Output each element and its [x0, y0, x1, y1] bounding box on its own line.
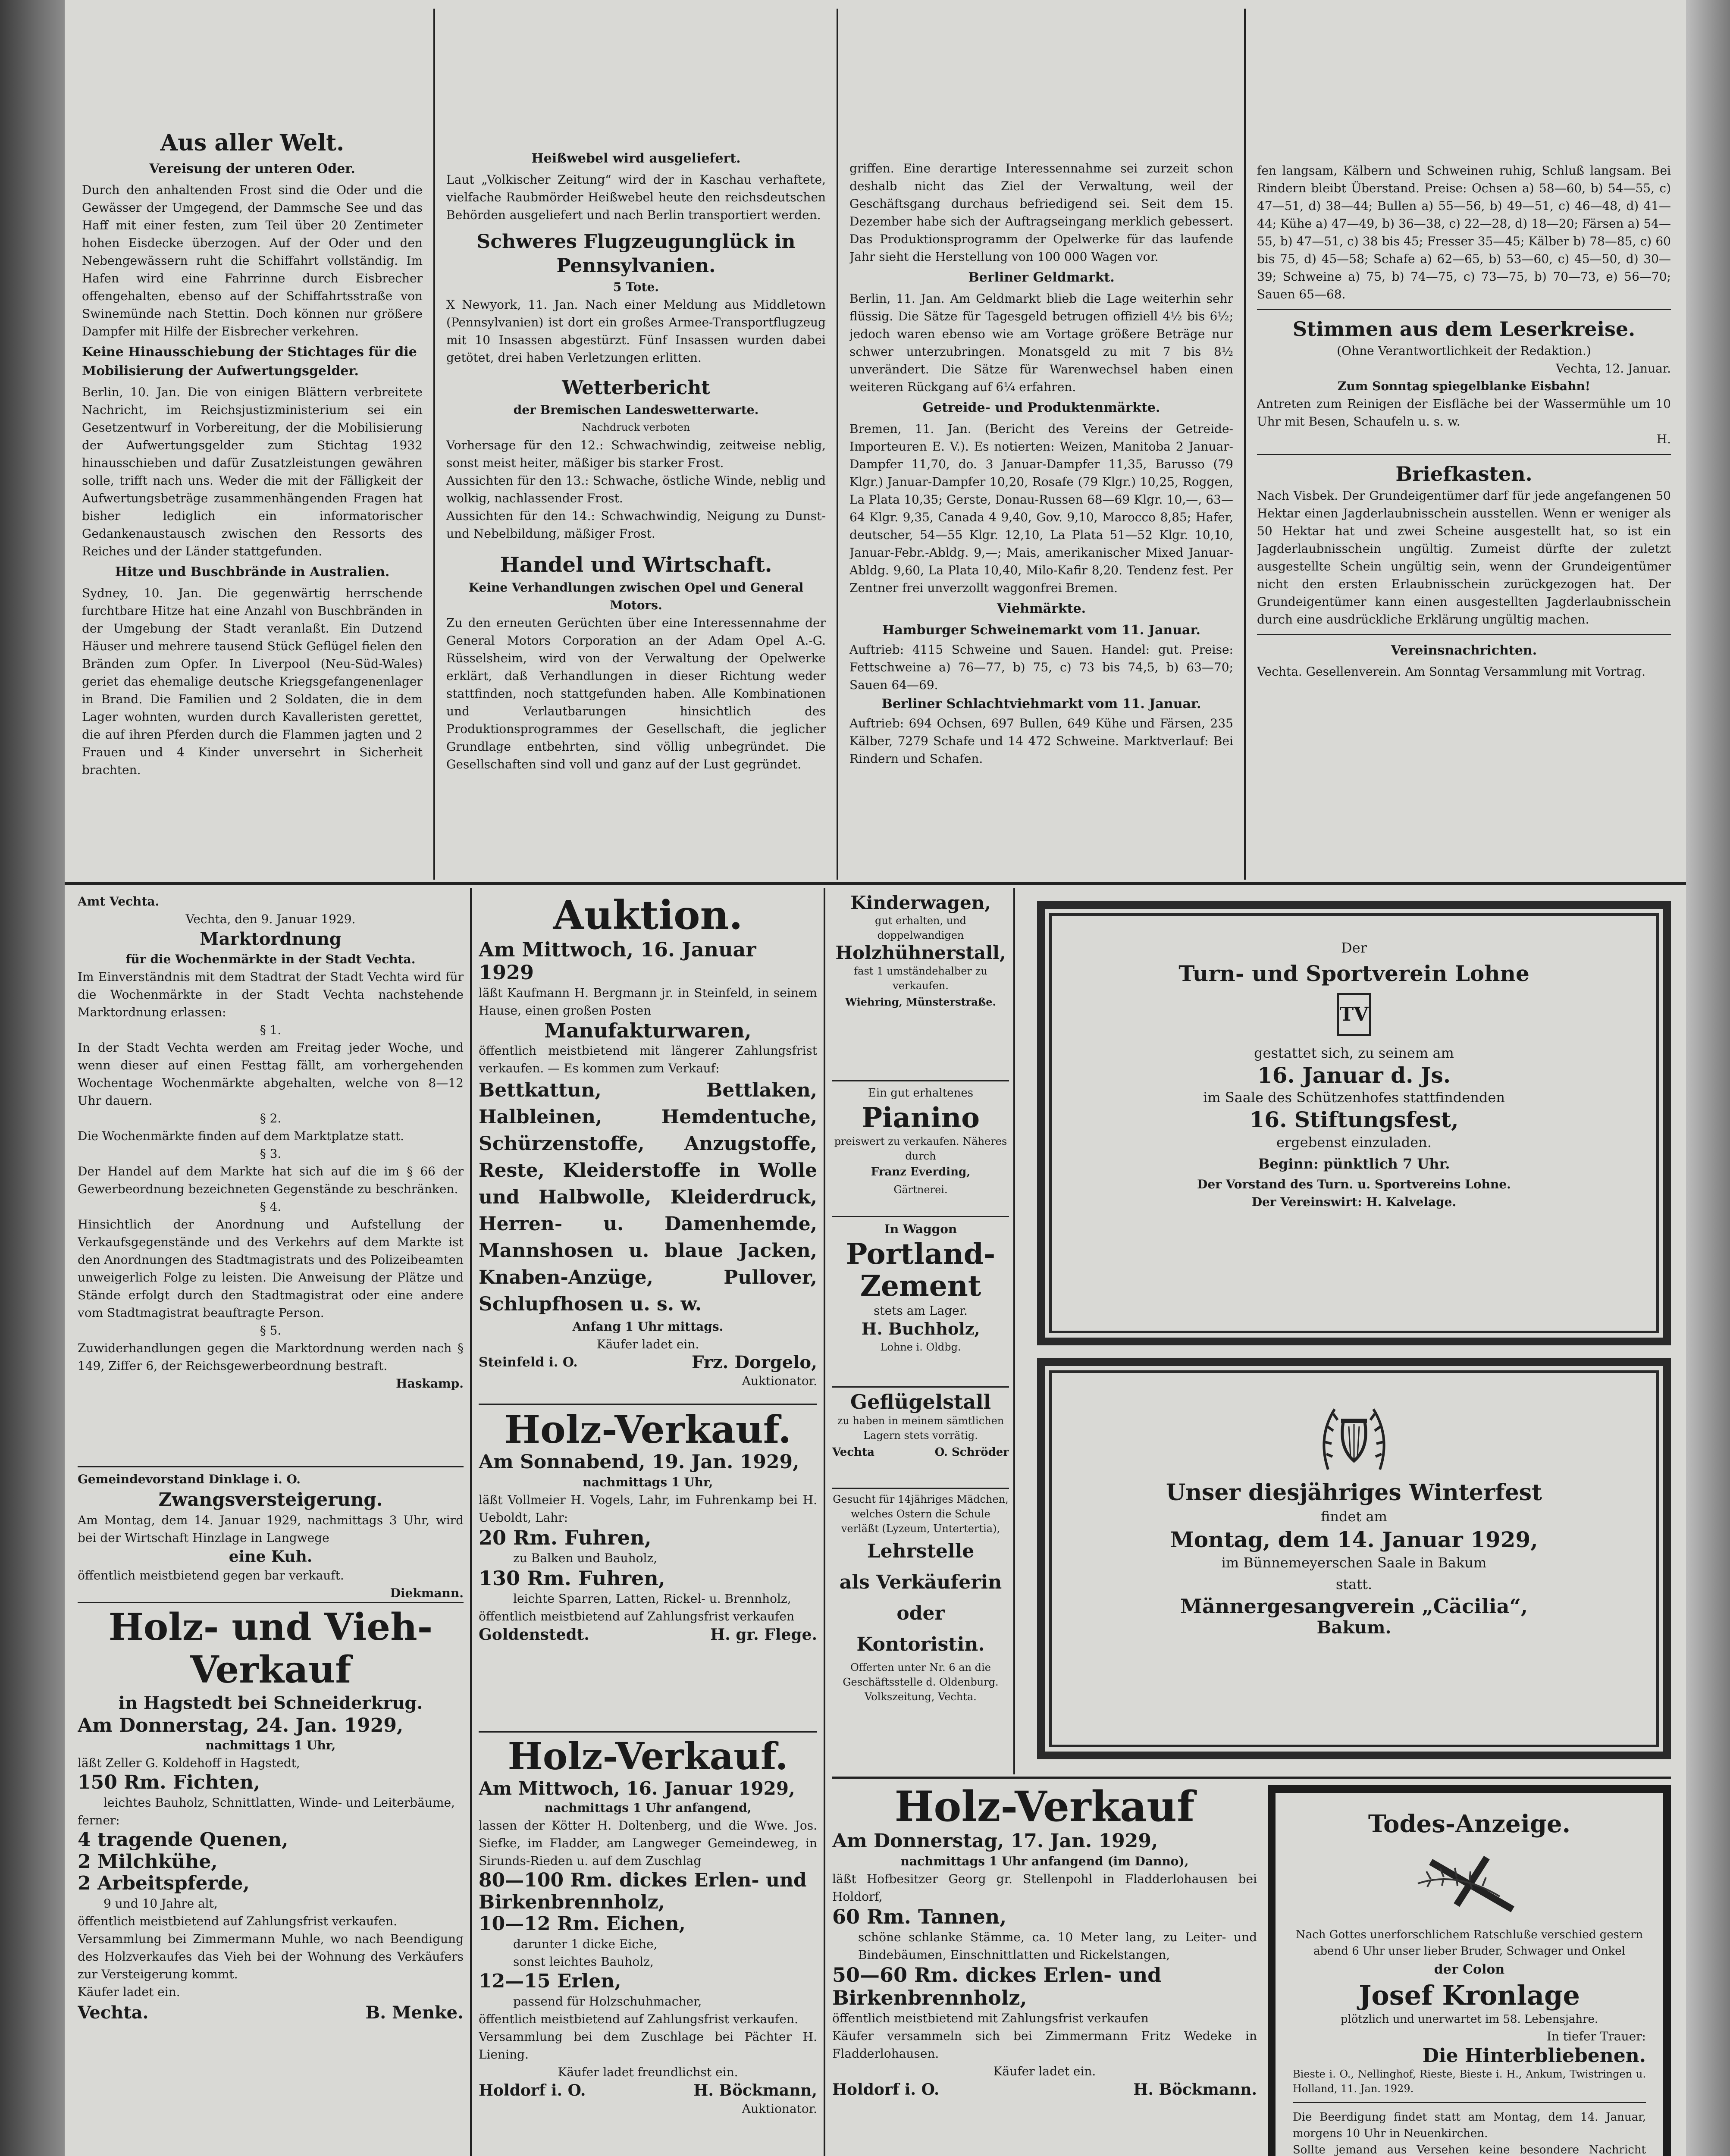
article-subtitle: Keine Verhandlungen zwischen Opel und General Motors. [468, 580, 804, 612]
ad-role: Gärtnerei. [893, 1183, 948, 1196]
article-title: Viehmärkte. [997, 601, 1086, 616]
ad-signature: Frz. Dorgelo, [692, 1352, 817, 1373]
ad-text: darunter 1 dicke Eiche, [513, 1937, 658, 1951]
ad-signature: B. Menke. [365, 2002, 464, 2023]
news-column-1 [82, 129, 423, 877]
deceased-name: Josef Kronlage [1359, 1980, 1580, 2012]
article-text: Durch den anhaltenden Frost sind die Oder und die Gewässer der Umgegend, der Dammsche See und das Haff mit einer festen, zum Teil über 20 Zentimeter hohen Eisdecke überzogen. Auf der Oder und den Nebengewässern ruht die Schiffahrt vollständig. Im Hafen wird eine Fahrrinne durch Eisbrecher offengehalten, ebenso auf der Schiffahrtsstraße von Swinemünde nach Stettin. Doch können nur größere Dampfer mit Hilfe der Eisbrecher verkehren. [82, 183, 423, 338]
ad-text: findet am [1321, 1508, 1387, 1525]
ad-signature: Diekmann. [390, 1586, 464, 1600]
ad-text: Käufer ladet ein. [596, 1337, 699, 1352]
ad-time: nachmittags 1 Uhr anfangend (im Danno), [900, 1854, 1189, 1868]
ad-holz-vieh-verkauf [78, 1606, 464, 2156]
ad-signature: Männergesangverein „Cäcilia“, [1180, 1595, 1528, 1618]
paragraph-number: § 5. [260, 1323, 282, 1338]
ad-winterfest [1037, 1358, 1671, 1759]
ad-item: 2 Arbeitspferde, [78, 1872, 250, 1895]
ad-text: sonst leichtes Bauholz, [513, 1954, 654, 1969]
ad-date: Montag, dem 14. Januar 1929, [1170, 1526, 1538, 1552]
ad-signature: Wiehring, Münsterstraße. [845, 995, 996, 1008]
ad-signature: Die Hinterbliebenen. [1422, 2044, 1646, 2067]
ad-text: Der Handel auf dem Markte hat sich auf die im § 66 der Gewerbeordnung bezeichneten Gegenstände zu beschränken. [78, 1164, 464, 1196]
article-title: Berliner Schlachtviehmarkt vom 11. Januar. [881, 696, 1201, 711]
ad-place: Holdorf i. O. [832, 2080, 940, 2099]
weather-text: Vorhersage für den 12.: Schwachwindig, zeitweise neblig, sonst meist heiter, mäßiger bis starker Frost. [446, 438, 826, 470]
dateline: Vechta, 12. Januar. [1556, 361, 1671, 376]
ad-divider [832, 1080, 1009, 1081]
ad-text: öffentlich meistbietend auf Zahlungsfrist verkaufen. [479, 2012, 799, 2026]
ad-header: Gemeindevorstand Dinklage i. O. [78, 1472, 301, 1486]
ad-text: öffentlich meistbietend mit Zahlungsfrist verkaufen [832, 2011, 1149, 2025]
section-heading: Handel und Wirtschaft. [500, 553, 772, 577]
cross-with-palm-icon [1405, 1845, 1534, 1918]
ad-text: Offerten unter Nr. 6 an die Geschäftsstelle d. Oldenburg. Volkszeitung, Vechta. [843, 1661, 999, 1703]
ad-place: Bakum. [1316, 1617, 1392, 1638]
ad-portland-zement [832, 1220, 1009, 1384]
article-title: Heißwebel wird ausgeliefert. [531, 151, 741, 166]
ad-title: Portland-Zement [846, 1237, 996, 1303]
ad-text: Nach Gottes unerforschlichem Ratschluße verschied gestern abend 6 Uhr unser lieber Bruder, Schwager und Onkel [1295, 1928, 1643, 1958]
weather-text: Aussichten für den 14.: Schwachwindig, Neigung zu Dunst- und Nebelbildung, mäßiger Frost. [446, 509, 826, 541]
ad-item: 4 tragende Quenen, [78, 1828, 288, 1851]
article-title: Keine Hinausschiebung der Stichtages für die Mobilisierung der Aufwertungsgelder. [82, 345, 417, 379]
section-heading: Vereinsnachrichten. [1391, 643, 1537, 658]
ad-item: 50—60 Rm. dickes Erlen- und Birkenbrennholz, [832, 1963, 1162, 2009]
divider [1257, 309, 1671, 310]
ad-text: leichtes Bauholz, Schnittlatten, Winde- und Leiterbäume, [103, 1795, 455, 1810]
column-rule [1013, 888, 1015, 1774]
ad-text: leichte Sparren, Latten, Rickel- u. Brennholz, [513, 1591, 791, 1606]
ad-text: gut erhalten, und doppelwandigen [874, 915, 967, 942]
column-rule [470, 888, 472, 2156]
ad-item: Manufakturwaren, [544, 1018, 752, 1042]
ad-text: öffentlich meistbietend gegen bar verkauft. [78, 1568, 344, 1583]
ad-time: Beginn: pünktlich 7 Uhr. [1258, 1155, 1450, 1172]
ad-text: im Saale des Schützenhofes stattfindenden [1203, 1089, 1505, 1106]
article-title: Berliner Geldmarkt. [968, 270, 1115, 285]
ad-text: öffentlich meistbietend auf Zahlungsfrist verkaufen. [78, 1914, 398, 1928]
ad-todesanzeige [1268, 1785, 1671, 2156]
ad-signature: H. Buchholz, [861, 1319, 980, 1338]
ad-text: im Bünnemeyerschen Saale in Bakum [1221, 1554, 1487, 1571]
ad-title: Holz-Verkauf [894, 1783, 1195, 1831]
letter-text: Antreten zum Reinigen der Eisfläche bei der Wassermühle um 10 Uhr mit Besen, Schaufeln u. s. w. [1257, 397, 1671, 429]
ad-signature: H. Böckmann. [1133, 2080, 1257, 2099]
ad-date: Am Mittwoch, 16. Januar 1929 [479, 937, 756, 984]
ad-text: Zuwiderhandlungen gegen die Marktordnung werden nach § 149, Ziffer 6, der Reichsgewerbeordnung bestraft. [78, 1341, 464, 1373]
ad-date: 16. Januar d. Js. [1257, 1062, 1451, 1088]
ad-zwangsversteigerung [78, 1470, 464, 1600]
article-title: Schweres Flugzeugunglück in Pennsylvanien. [476, 231, 796, 277]
ad-turnverein [1037, 901, 1671, 1345]
ad-date: Am Mittwoch, 16. Januar 1929, [479, 1777, 795, 1799]
ad-text: stets am Lager. [874, 1304, 968, 1318]
ad-title: Pianino [862, 1102, 980, 1134]
ad-time: Anfang 1 Uhr mittags. [572, 1319, 724, 1334]
ad-text: Käufer versammeln sich bei Zimmermann Fritz Wedeke in Fladderlohausen. [832, 2028, 1257, 2061]
article-text: Laut „Volkischer Zeitung“ wird der in Kaschau verhaftete, vielfache Raubmörder Heißwebel heute den reichsdeutschen Behörden ausgeliefert und nach Berlin transportiert werden. [446, 172, 826, 222]
article-title: Hamburger Schweinemarkt vom 11. Januar. [882, 623, 1200, 638]
ad-item-list: Bettkattun, Bettlaken, Halbleinen, Hemdentuche, Schürzenstoffe, Anzugstoffe, Reste, Kleiderstoffe in Wolle und Halbwolle, Kleiderdruck, Herren- u. Damenhemde, Mannshosen u. blaue Jacken, Knaben-Anzüge, Pullover, Schlupfhosen u. s. w. [479, 1079, 817, 1316]
ad-place: Vechta [832, 1445, 874, 1459]
paragraph-number: § 2. [260, 1111, 282, 1125]
ad-text: ferner: [78, 1813, 120, 1827]
ad-text: statt. [1335, 1576, 1373, 1593]
column-rule [824, 888, 825, 2156]
club-logo-icon: TV [1337, 993, 1371, 1036]
ad-signature: Franz Everding, [871, 1165, 971, 1178]
ad-item: 2 Milchkühe, [78, 1850, 218, 1873]
section-heading: Aus aller Welt. [160, 130, 345, 156]
ad-place: Vechta. [78, 2002, 149, 2023]
ad-item: 130 Rm. Fuhren, [479, 1566, 665, 1590]
ad-signature: Der Vereinswirt: H. Kalvelage. [1251, 1194, 1457, 1209]
ad-text: ergebenst einzuladen. [1276, 1134, 1432, 1150]
ad-text: öffentlich meistbietend auf Zahlungsfrist verkaufen [479, 1609, 795, 1623]
letter-text: Nach Visbek. Der Grundeigentümer darf für jede angefangenen 50 Hektar einen Jagderlaubnisschein ausstellen. Wenn er weniger als 50 Hektar hat und zwei Scheine ausgestellt hat, so ist ein Jagderlaubnisschein ungültig. Zumeist dürfte der zuletzt ausgestellte Schein ungültig sein, wenn der Grundeigentümer nicht den ersten Erlaubnisschein zurückgezogen hat. Der Grundeigentümer kann einen ausgestellten Jagderlaubnisschein durch eine ausdrückliche Erklärung ungültig machen. [1257, 489, 1671, 627]
ad-date: Vechta, den 9. Januar 1929. [185, 912, 356, 926]
page-edge [1686, 0, 1730, 2156]
section-heading: Briefkasten. [1395, 462, 1533, 486]
ad-text: Käufer ladet freundlichst ein. [558, 2065, 738, 2079]
ad-event: 16. Stiftungsfest, [1249, 1107, 1459, 1132]
ad-holz-verkauf-fladderlohausen [832, 1783, 1257, 2156]
ad-time: nachmittags 1 Uhr, [583, 1475, 713, 1489]
ad-divider [479, 1731, 817, 1733]
lyre-wreath-icon [1315, 1396, 1393, 1478]
ad-item: 80—100 Rm. dickes Erlen- und Birkenbrennholz, [479, 1869, 807, 1913]
ad-text: In der Stadt Vechta werden am Freitag jeder Woche, und wenn dieser auf einen Festtag fällt, am vorhergehenden Wochentage Wochenmärkte abgehalten, welche von 8—12 Uhr dauern. [78, 1040, 464, 1108]
column-rule [837, 9, 838, 880]
ad-divider [832, 1386, 1009, 1388]
section-heading: Stimmen aus dem Leserkreise. [1292, 317, 1636, 341]
article-title: Getreide- und Produktenmärkte. [922, 400, 1160, 415]
paragraph-number: § 1. [260, 1023, 282, 1037]
article-text: fen langsam, Kälbern und Schweinen ruhig, Schluß langsam. Bei Rindern bleibt Überstand. Preise: Ochsen a) 58—60, b) 54—55, c) 47—51, d) 38—44; Bullen a) 55—56, b) 49—51, c) 46—48, d) 41—44; Kühe a) 47—49, b) 36—38, c) 22—28, d) 18—20; Färsen a) 54—55, b) 47—51, c) 38 bis 45; Fresser 35—45; Kälber b) 78—85, c) 60 bis 75, d) 45—58; Schafe a) 62—65, b) 53—60, c) 45—50, d) 30—39; Schweine a) 75, b) 74—75, c) 73—75, b) 70—73, e) 56—70; Sauen 65—68. [1257, 163, 1671, 301]
ad-text: Gesucht für 14jähriges Mädchen, welches Ostern die Schule verläßt (Lyzeum, Untertertia), [833, 1493, 1009, 1535]
ad-title: Marktordnung [200, 929, 342, 949]
ad-item: 20 Rm. Fuhren, [479, 1526, 652, 1549]
ad-text: Im Einverständnis mit dem Stadtrat der Stadt Vechta wird für die Wochenmärkte in der Stadt Vechta nachstehende Marktordnung erlassen: [78, 970, 464, 1019]
ad-time: nachmittags 1 Uhr, [205, 1738, 336, 1753]
ad-item: Holzhühnerstall, [835, 942, 1006, 964]
ad-text: läßt Kaufmann H. Bergmann jr. in Steinfeld, in seinem Hause, einen großen Posten [479, 985, 817, 1018]
ad-divider [78, 1602, 464, 1603]
ad-signature: H. gr. Flege. [710, 1625, 817, 1644]
ad-text: läßt Hofbesitzer Georg gr. Stellenpohl in Fladderlohausen bei Holdorf, [832, 1871, 1257, 1904]
news-column-3 [849, 160, 1233, 877]
ad-pianino [832, 1084, 1009, 1214]
ad-text: Die Wochenmärkte finden auf dem Marktplatze statt. [78, 1129, 404, 1143]
ad-title: Unser diesjähriges Winterfest [1166, 1479, 1542, 1506]
ad-subtitle: in Hagstedt bei Schneiderkrug. [118, 1692, 423, 1713]
ad-subtitle: für die Wochenmärkte in der Stadt Vechta. [125, 952, 416, 966]
article-text: Zu den erneuten Gerüchten über eine Interessennahme der General Motors Corporation an der Adam Opel A.-G. Rüsselsheim, wird von der Verwaltung der Opelwerke erklärt, daß Verhandlungen in dieser Richtung weder stattfinden, noch stattgefunden haben. Alle Kombinationen und Verlautbarungen hinsichtlich des Produktionsprogrammes der Gesellschaft, die jeglicher Grundlage entbehrten, sind völlig unbegründet. Die Gesellschaften sind voll und ganz auf der Lust gegründet. [446, 616, 826, 771]
ad-item: 150 Rm. Fichten, [78, 1771, 260, 1794]
ad-text: lassen der Kötter H. Doltenberg, und die Wwe. Jos. Siefke, im Fladder, am Langweger Gemeindeweg, in Sirunds-Rieden u. auf dem Zuschlag [479, 1818, 817, 1868]
ad-place: Goldenstedt. [479, 1625, 589, 1644]
ad-signature: Haskamp. [396, 1376, 464, 1391]
article-text: Bremen, 11. Jan. (Bericht des Vereins der Getreide-Importeuren E. V.). Es notierten: Weizen, Manitoba 2 Januar-Dampfer 11,70, do. 3 Januar-Dampfer 11,35, Barusso (79 Klgr.) Januar-Dampfer 10,20, Rosafe (79 Klgr.) 10,25, Roggen, La Plata 10,35; Gerste, Donau-Russen 68—69 Klgr. 10,—, 63—64 Klgr. 9,35, Canada 4 9,40, Gov. 9,10, Marocco 8,85; Hafer, deutscher, 54—55 Klgr. 12,10, La Plata 51—52 Klgr. 10,10, Januar-Febr.-Abldg. 9,—; Mais, amerikanischer Mixed Januar-Abldg. 9,60, La Plata 10,40, Milo-Kafir 8,20. Tendenz fest. Per Zentner frei unverzollt waggonfrei Bremen. [849, 422, 1233, 595]
article-text: Berlin, 11. Jan. Am Geldmarkt blieb die Lage weiterhin sehr flüssig. Die Sätze für Tagesgeld betrugen offiziell 4½ bis 6½; jedoch waren ebenso wie am Vortage größere Beträge nur schwer unterzubringen. Monatsgeld zu mit 7 bis 8½ unverändert. Die Sätze für Warenwechsel haben einen weiteren Rückgang auf 6¼ erfahren. [849, 291, 1233, 394]
ad-text: fast 1 umständehalber zu verkaufen. [854, 965, 987, 992]
ad-text: 9 und 10 Jahre alt, [103, 1896, 218, 1911]
ad-item: eine Kuh. [229, 1548, 313, 1566]
news-column-4 [1257, 162, 1671, 877]
ad-text: plötzlich und unerwartet im 58. Lebensjahre. [1340, 2012, 1598, 2026]
ad-title: Holz-Verkauf. [508, 1736, 788, 1778]
ad-text: gestattet sich, zu seinem am [1254, 1044, 1454, 1061]
ad-lehrstelle [832, 1492, 1009, 1772]
article-subtitle: der Bremischen Landeswetterwarte. [513, 403, 759, 417]
ad-text: zu haben in meinem sämtlichen Lagern stets vorrätig. [837, 1414, 1004, 1442]
ad-gefluegelstall [832, 1391, 1009, 1485]
binding-edge [0, 0, 65, 2156]
ad-title: Lehrstelle [867, 1540, 975, 1562]
ad-title: Holz-Verkauf. [504, 1408, 792, 1452]
ad-title: Turn- und Sportverein Lohne [1178, 961, 1529, 986]
article-subtitle: 5 Tote. [613, 280, 659, 294]
newspaper-page [65, 0, 1686, 2156]
divider [1257, 634, 1671, 635]
ad-header: Amt Vechta. [78, 894, 160, 909]
ad-time: nachmittags 1 Uhr anfangend, [544, 1801, 752, 1815]
ad-auktion [479, 893, 817, 1401]
ad-divider [479, 1404, 817, 1405]
ad-date: Am Sonnabend, 19. Jan. 1929, [479, 1451, 799, 1473]
column-rule [433, 9, 435, 880]
reprint-note: Nachdruck verboten [582, 421, 690, 433]
article-title: Hitze und Buschbrände in Australien. [115, 564, 390, 580]
ad-title: Holz- und Vieh-Verkauf [108, 1606, 433, 1692]
ad-signature: H. Böckmann, [693, 2081, 817, 2100]
ad-text: In Waggon [884, 1222, 957, 1236]
article-text: Sydney, 10. Jan. Die gegenwärtig herrschende furchtbare Hitze hat eine Anzahl von Buschbränden in der Umgebung der Stadt veranlaßt. Ein Dutzend Häuser und mehrere tausend Stück Geflügel fielen den Bränden zum Opfer. In Liverpool (Neu-Süd-Wales) geriet das ehemalige deutsche Kriegsgefangenenlager in Brand. Die Familien und 2 Soldaten, die in dem Lager wohnten, wurden durch Kavalleristen gerettet, die auf ihren Pferden durch die Flammen jagten und 2 Frauen und 4 Kinder unversehrt in Sicherheit brachten. [82, 586, 423, 777]
paragraph-number: § 4. [260, 1200, 282, 1214]
ad-text: Hinsichtlich der Anordnung und Aufstellung der Verkaufsgegenstände und des Verkehrs auf dem Markte ist den Anordnungen des Stadtmagistrats und des Polizeibeamten unweigerlich Folge zu leisten. Die Anweisung der Plätze und Stände erfolgt durch den Stadtmagistrat oder eine andere vom Stadtmagistrat beauftragte Person. [78, 1217, 464, 1320]
ad-text: läßt Vollmeier H. Vogels, Lahr, im Fuhrenkamp bei H. Ueboldt, Lahr: [479, 1492, 817, 1525]
section-divider [65, 882, 1686, 885]
column-rule [1244, 9, 1246, 880]
article-title: Wetterbericht [562, 377, 710, 399]
news-column-2 [446, 147, 826, 877]
ad-text: öffentlich meistbietend mit längerer Zahlungsfrist verkaufen. — Es kommen zum Verkauf: [479, 1044, 817, 1076]
ad-text: Käufer ladet ein. [78, 1984, 180, 1999]
ad-signature: Der Vorstand des Turn. u. Sportvereins Lohne. [1197, 1177, 1511, 1191]
ad-item: 60 Rm. Tannen, [832, 1905, 1007, 1928]
ad-text: Am Montag, dem 14. Januar 1929, nachmittags 3 Uhr, wird bei der Wirtschaft Hinzlage in Langwege [78, 1513, 464, 1545]
ad-role: Auktionator. [742, 1374, 817, 1388]
ad-text: Sollte jemand aus Versehen keine besondere Nachricht [1293, 2143, 1646, 2156]
ad-date: Am Donnerstag, 24. Jan. 1929, [78, 1714, 404, 1736]
weather-text: Aussichten für den 13.: Schwache, östliche Winde, neblig und wolkig, nachlassender Frost. [446, 473, 826, 505]
ad-item: 10—12 Rm. Eichen, [479, 1913, 686, 1935]
ad-item: 12—15 Erlen, [479, 1970, 621, 1992]
ad-text: passend für Holzschuhmacher, [513, 1994, 702, 2009]
article-text: X Newyork, 11. Jan. Nach einer Meldung aus Middletown (Pennsylvanien) ist dort ein großes Armee-Transportflugzeug mit 10 Insassen abgestürzt. Fünf Insassen wurden dabei getötet, drei haben Verletzungen erlitten. [446, 298, 826, 365]
ad-title: Todes-Anzeige. [1368, 1810, 1571, 1838]
ad-text: Versammlung bei dem Zuschlage bei Pächter H. Liening. [479, 2029, 817, 2062]
ad-text: Versammlung bei Zimmermann Muhle, wo nach Beendigung des Holzverkaufes das Vieh bei der Wohnung des Verkäufers zur Versteigerung kommt. [78, 1931, 464, 1981]
divider [1293, 2102, 1646, 2103]
ad-text: läßt Zeller G. Koldehoff in Hagstedt, [78, 1756, 300, 1771]
letter-signature: H. [1656, 432, 1671, 446]
ad-text: der Colon [1434, 1962, 1505, 1977]
ad-holz-verkauf-holdorf [479, 1736, 817, 2156]
ad-text: zu Balken und Bauholz, [513, 1551, 658, 1565]
ad-signature: O. Schröder [934, 1445, 1009, 1459]
ad-title: Auktion. [553, 893, 743, 938]
ad-role: Auktionator. [742, 2101, 817, 2116]
ad-date: Am Donnerstag, 17. Jan. 1929, [832, 1830, 1158, 1852]
ad-title: als Verkäuferin [839, 1571, 1002, 1593]
letter-title: Zum Sonntag spiegelblanke Eisbahn! [1337, 379, 1591, 393]
ad-place: Steinfeld i. O. [479, 1355, 578, 1370]
ad-text: Käufer ladet ein. [993, 2064, 1096, 2078]
ad-holz-verkauf-goldenstedt [479, 1408, 817, 1729]
ad-title: Kinderwagen, [850, 893, 991, 913]
ad-text: Ein gut erhaltenes [868, 1087, 974, 1100]
ad-place: Holdorf i. O. [479, 2081, 586, 2100]
article-text: griffen. Eine derartige Interessennahme sei zurzeit schon deshalb nicht das Ziel der Verwaltung, weil der Geschäftsgang durchaus befriedigend sei. Seit dem 15. Dezember habe sich der Auftragseingang merklich gebessert. Das Produktionsprogramm der Opelwerke für das laufende Jahr sieht die Herstellung von 100 000 Wagen vor. [849, 161, 1233, 264]
ad-divider [832, 1777, 1671, 1779]
ad-marktordnung [78, 893, 464, 1464]
paragraph-number: § 3. [260, 1147, 282, 1161]
ad-title: Geflügelstall [850, 1391, 991, 1413]
ad-text: preiswert zu verkaufen. Näheres durch [834, 1135, 1007, 1162]
ad-title: Zwangsversteigerung. [158, 1489, 383, 1510]
ad-divider [78, 1466, 464, 1467]
article-text: Auftrieb: 4115 Schweine und Sauen. Handel: gut. Preise: Fettschweine a) 76—77, b) 75, c) 73 bis 74,5, b) 63—70; Sauen 64—69. [849, 642, 1233, 692]
article-title: Vereisung der unteren Oder. [149, 161, 355, 176]
article-text: Auftrieb: 694 Ochsen, 697 Bullen, 649 Kühe und Färsen, 235 Kälber, 7279 Schafe und 14 472 Schweine. Marktverlauf: Bei Rindern und Schafen. [849, 716, 1233, 766]
ad-place: Lohne i. Oldbg. [880, 1341, 961, 1353]
ad-divider [832, 1488, 1009, 1489]
ad-text: In tiefer Trauer: [1546, 2029, 1646, 2043]
article-text: Berlin, 10. Jan. Die von einigen Blättern verbreitete Nachricht, im Reichsjustizministerium sei ein Gesetzentwurf in Vorbereitung, der die Mobilisierung der Aufwertungsgelder zum Stichtag 1932 hinausschieben und dafür Zusatzleistungen gewähren solle, trifft nach uns. Weder die mit der Fälligkeit der Aufwertungsbeträge zusammenhängenden Fragen hat bisher lediglich ein informatorischer Gedankenaustausch zwischen den Ressorts des Reiches und der Länder stattgefunden. [82, 385, 423, 558]
ad-text: schöne schlanke Stämme, ca. 10 Meter lang, zu Leiter- und Bindebäumen, Einschnittlatten und Rickelstangen, [858, 1930, 1257, 1962]
ad-title: oder Kontoristin. [856, 1602, 985, 1655]
divider [1257, 454, 1671, 455]
ad-text: Der [1341, 940, 1367, 956]
ad-divider [832, 1216, 1009, 1217]
ad-text: Die Beerdigung findet statt am Montag, dem 14. Januar, morgens 10 Uhr in Neuenkirchen. [1293, 2111, 1646, 2140]
ad-kinderwagen [832, 893, 1009, 1078]
article-text: Vechta. Gesellenverein. Am Sonntag Versammlung mit Vortrag. [1257, 664, 1646, 679]
disclaimer: (Ohne Verantwortlichkeit der Redaktion.) [1337, 344, 1591, 358]
ad-places: Bieste i. O., Nellinghof, Rieste, Bieste i. H., Ankum, Twistringen u. Holland, 11. Jan. 1929. [1293, 2068, 1646, 2095]
